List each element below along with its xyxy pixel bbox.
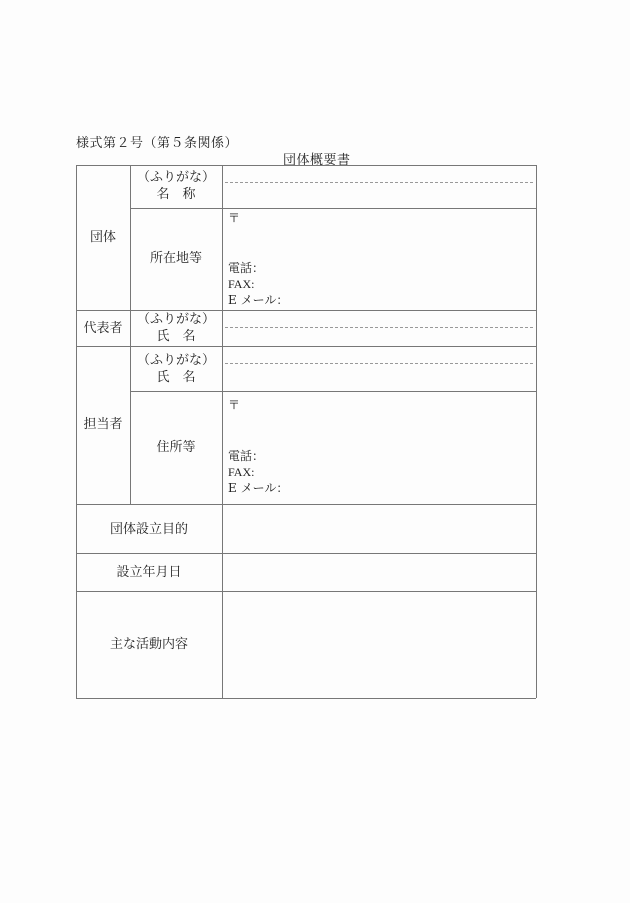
org-address-field[interactable] [223,209,536,310]
table-border-right [536,165,537,698]
activities-label: 主な活動内容 [109,637,188,652]
org-name-input[interactable] [223,183,536,208]
org-address-label: 所在地等 [149,251,202,266]
contact-phone-label: 電話： [228,449,265,463]
contact-email-label: E メール： [228,481,289,495]
contact-name-furigana-input[interactable] [223,347,536,363]
rep-name-furigana-input[interactable] [223,311,536,327]
organization-group-label: 団体 [89,230,116,245]
contact-address-label: 住所等 [156,440,196,455]
purpose-input[interactable] [223,505,536,553]
postal-mark: 〒 [228,211,241,225]
activities-input[interactable] [223,592,536,698]
org-fax-label: FAX: [228,277,255,291]
established-date-input[interactable] [223,554,536,591]
org-name-label: 名 称 [156,187,196,202]
org-furigana-label: （ふりがな） [136,170,215,185]
org-name-furigana-input[interactable] [223,166,536,182]
rep-name-label: 氏 名 [156,329,196,344]
rep-furigana-label: （ふりがな） [136,312,215,327]
contact-person-group-label: 担当者 [83,417,123,432]
contact-name-input[interactable] [223,364,536,391]
contact-name-label: 氏 名 [156,370,196,385]
contact-fax-label: FAX: [228,465,255,479]
purpose-label: 団体設立目的 [109,522,188,537]
org-phone-label: 電話： [228,261,265,275]
organization-overview-table [76,165,536,698]
representative-group-label: 代表者 [83,321,123,336]
rep-name-input[interactable] [223,328,536,346]
org-email-label: E メール： [228,293,289,307]
table-border-bottom [76,698,536,699]
document-title: 団体概要書 [283,153,351,168]
established-date-label: 設立年月日 [116,565,182,580]
contact-furigana-label: （ふりがな） [136,353,215,368]
form-number: 様式第２号（第５条関係） [76,136,239,151]
contact-address-field[interactable] [223,392,536,504]
postal-mark: 〒 [228,398,241,412]
